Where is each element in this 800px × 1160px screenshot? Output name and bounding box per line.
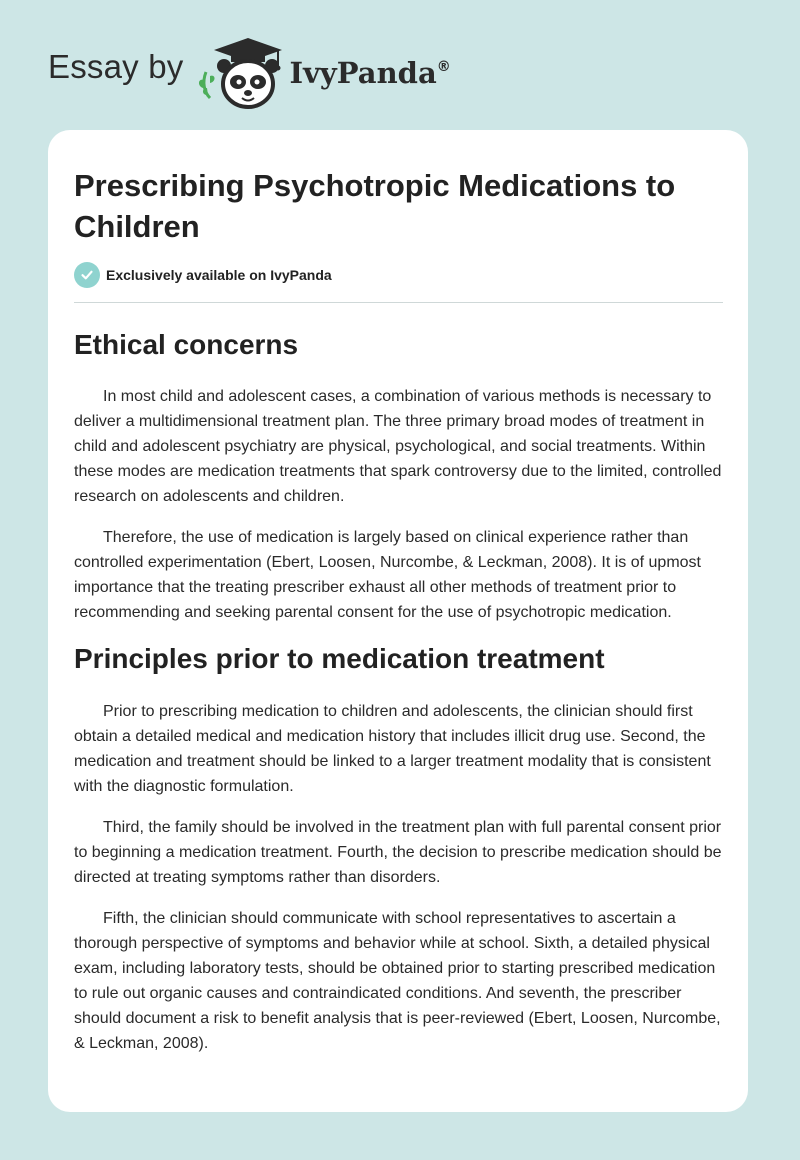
section-heading-principles: Principles prior to medication treatment	[74, 643, 605, 674]
divider	[74, 302, 723, 303]
exclusive-label: Exclusively available on IvyPanda	[106, 267, 332, 283]
brand-prefix: Essay by	[48, 48, 184, 85]
section-heading-ethical-concerns: Ethical concerns	[74, 329, 299, 360]
paragraph: Third, the family should be involved in the treatment plan with full parental consent prior to beginning a medication treatment. Fourth, the decision to prescribe medication should be directed at treating symptoms rather than disorders.	[74, 819, 722, 886]
exclusive-badge	[74, 262, 332, 288]
brand-header[interactable]	[48, 30, 451, 110]
page-title: Prescribing Psychotropic Medications to Children	[74, 168, 676, 244]
paragraph: Fifth, the clinician should communicate with school representatives to ascertain a thorough perspective of symptoms and behavior while at school. Sixth, a detailed physical exam, including laboratory tests, should be obtained prior to starting prescribed medication to rule out organic causes and contraindicated conditions. And seventh, the prescriber should document a risk to benefit analysis that is peer-reviewed (Ebert, Loosen, Nurcombe, & Leckman, 2008).	[74, 910, 721, 1052]
panda-graduate-icon	[198, 32, 288, 112]
paragraph: Therefore, the use of medication is largely based on clinical experience rather than controlled experimentation (Ebert, Loosen, Nurcombe, & Leckman, 2008). It is of upmost importance that the treating prescriber exhaust all other methods of treatment prior to recommending and seeking parental consent for the use of psychotropic medication.	[74, 529, 701, 621]
paragraph: Prior to prescribing medication to children and adolescents, the clinician should first obtain a detailed medical and medication history that includes illicit drug use. Second, the medication and treatment should be linked to a larger treatment modality that is consistent with the diagnostic formulation.	[74, 703, 711, 795]
check-circle-icon	[74, 262, 100, 288]
check-icon	[80, 268, 94, 282]
registered-mark: ®	[436, 59, 451, 75]
paragraph: In most child and adolescent cases, a combination of various methods is necessary to deliver a multidimensional treatment plan. The three primary broad modes of treatment in child and adolescent psychiatry are physical, psychological, and social treatments. Within these modes are medication treatments that spark controversy due to the limited, controlled research on adolescents and children.	[74, 388, 722, 505]
essay-card	[48, 130, 748, 1112]
essay-body	[74, 320, 722, 1056]
brand-name: IvyPanda®	[289, 56, 451, 90]
